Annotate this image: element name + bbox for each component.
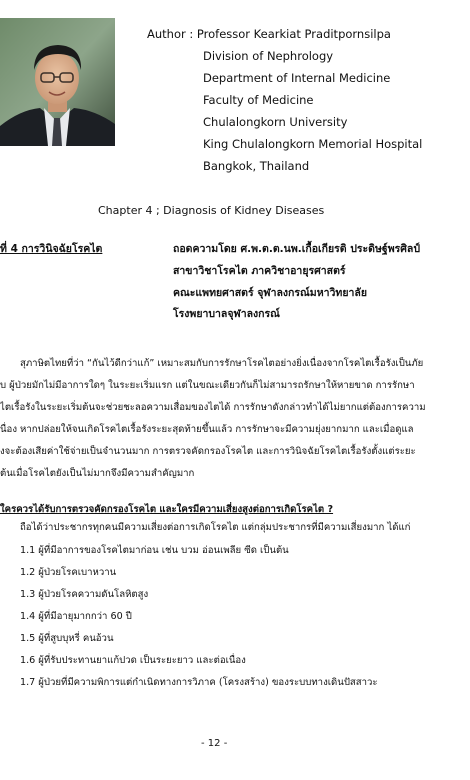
paragraph-line-5: งจะต้องเสียค่าใช้จ่ายเป็นจำนวนมาก การตรวจคัดกรองโรคไต และการวินิจฉัยโรคไตเรื้อรังตั้งแต่ระยะ — [0, 446, 416, 457]
author-division: Division of Nephrology — [203, 49, 334, 63]
risk-item-4: 1.4 ผู้ที่มีอายุมากกว่า 60 ปี — [20, 611, 132, 622]
author-faculty: Faculty of Medicine — [203, 93, 314, 107]
paragraph-line-4: นื่อง หากปล่อยให้จนเกิดโรคไตเรื้อรังระยะสุดท้ายขึ้นแล้ว การรักษาจะมีความยุ่งยากมาก และเมื่อดูแล — [0, 424, 414, 435]
risk-item-6: 1.6 ผู้ที่รับประทานยาแก้ปวด เป็นระยะยาว และต่อเนื่อง — [20, 655, 246, 666]
paragraph-line-1: สุภาษิตไทยที่ว่า “กันไว้ดีกว่าแก้” เหมาะสมกับการรักษาโรคไตอย่างยิ่งเนื่องจากโรคไตเรื้อรังเป็นภัย — [20, 358, 424, 369]
risk-item-2: 1.2 ผู้ป่วยโรคเบาหวาน — [20, 567, 117, 578]
translator-line: ถอดความโดย ศ.พ.ต.ต.นพ.เกื้อเกียรติ ประดิษฐ์พรศิลป์ — [173, 243, 421, 255]
risk-item-3: 1.3 ผู้ป่วยโรคความดันโลหิตสูง — [20, 589, 149, 600]
author-department: Department of Internal Medicine — [203, 71, 391, 85]
author-city: Bangkok, Thailand — [203, 159, 310, 173]
paragraph-line-2: บ ผู้ป่วยมักไม่มีอาการใดๆ ในระยะเริ่มแรก แต่ในขณะเดียวกันก็ไม่สามารถรักษาให้หายขาด การรักษา — [0, 380, 415, 391]
author-portrait-image — [0, 18, 115, 146]
translator-hospital: โรงพยาบาลจุฬาลงกรณ์ — [173, 308, 280, 320]
author-university: Chulalongkorn University — [203, 115, 348, 129]
risk-item-5: 1.5 ผู้ที่สูบบุหรี่ คนอ้วน — [20, 633, 114, 644]
section-intro: ถือได้ว่าประชากรทุกคนมีความเสี่ยงต่อการเกิดโรคไต แต่กลุ่มประชากรที่มีความเสี่ยงมาก ได้แก่ — [20, 522, 411, 533]
thai-chapter-title: ที่ 4 การวินิจฉัยโรคไต — [0, 243, 103, 255]
translator-faculty: คณะแพทยศาสตร์ จุฬาลงกรณ์มหาวิทยาลัย — [173, 287, 367, 299]
author-label: Author : Professor Kearkiat Praditpornsilpa — [147, 27, 391, 41]
paragraph-line-3: ไตเรื้อรังในระยะเริ่มต้นจะช่วยชะลอความเสื่อมของไตได้ การรักษาดังกล่าวทำได้ไม่ยากแต่ต้องการความ — [0, 402, 426, 413]
risk-item-1: 1.1 ผู้ที่มีอาการของโรคไตมาก่อน เช่น บวม อ่อนเพลีย ซีด เป็นต้น — [20, 545, 289, 556]
translator-division: สาขาวิชาโรคไต ภาควิชาอายุรศาสตร์ — [173, 265, 346, 277]
risk-item-7: 1.7 ผู้ป่วยที่มีความพิการแต่กำเนิดทางการวิภาค (โครงสร้าง) ของระบบทางเดินปัสสาวะ — [20, 677, 378, 688]
author-hospital: King Chulalongkorn Memorial Hospital — [203, 137, 423, 151]
section-heading: ใครควรได้รับการตรวจคัดกรองโรคไต และใครมีความเสี่ยงสูงต่อการเกิดโรคไต ? — [0, 504, 334, 515]
chapter-title: Chapter 4 ; Diagnosis of Kidney Diseases — [98, 204, 325, 217]
page-number: - 12 - — [201, 738, 228, 749]
author-photo — [0, 18, 115, 146]
paragraph-line-6: ต้นเมื่อโรคไตยังเป็นไม่มากจึงมีความสำคัญมาก — [0, 468, 195, 479]
